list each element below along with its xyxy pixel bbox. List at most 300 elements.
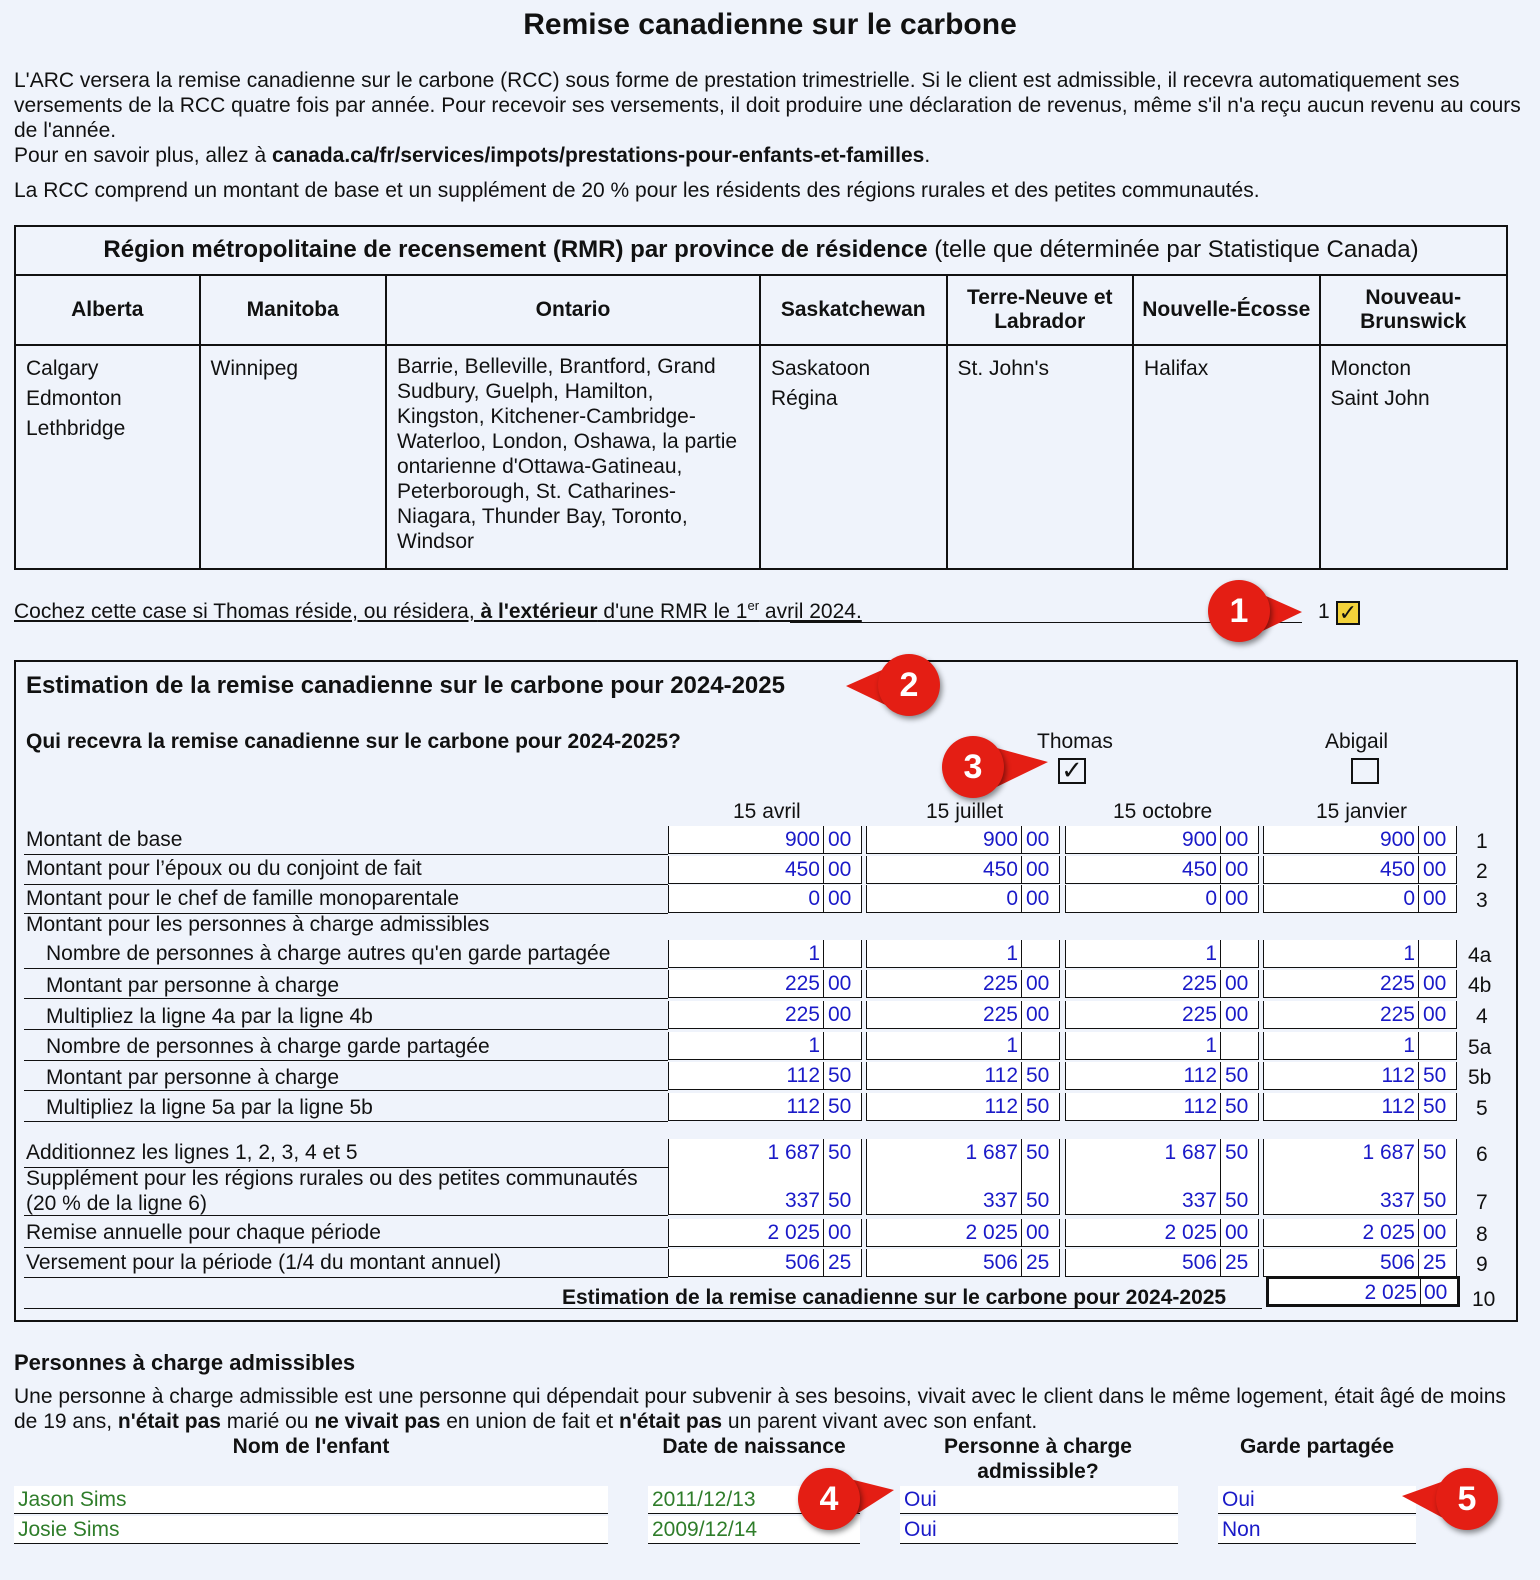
amount-cell[interactable] xyxy=(866,1093,1060,1121)
rmr-column xyxy=(1134,276,1321,570)
amount-separator xyxy=(823,1032,824,1059)
amount-separator xyxy=(1021,826,1022,853)
amount-dollars: 1 xyxy=(808,942,820,965)
amount-cell[interactable] xyxy=(668,1139,862,1167)
amount-cents: 50 xyxy=(1423,1141,1447,1164)
amount-separator xyxy=(1220,856,1221,883)
amount-cell[interactable] xyxy=(1263,1001,1457,1029)
line-number: 8 xyxy=(1476,1223,1488,1246)
amount-separator xyxy=(1220,885,1221,912)
amount-cell[interactable] xyxy=(866,1001,1060,1029)
rmr-column xyxy=(1321,276,1507,570)
amount-cell[interactable] xyxy=(1263,1139,1457,1167)
amount-separator xyxy=(823,1219,824,1246)
line-number: 1 xyxy=(1476,830,1488,853)
amount-cents: 25 xyxy=(1423,1251,1447,1274)
row-label: Montant pour les personnes à charge admissibles xyxy=(26,913,490,936)
total-cents: 00 xyxy=(1424,1281,1448,1304)
amount-cents: 00 xyxy=(828,1221,852,1244)
line-number: 4a xyxy=(1468,944,1492,967)
line-number: 3 xyxy=(1476,889,1488,912)
child-name-field[interactable]: Josie Sims xyxy=(14,1516,608,1544)
amount-dollars: 1 xyxy=(1006,942,1018,965)
amount-separator xyxy=(1220,970,1221,997)
amount-cents: 50 xyxy=(1225,1095,1249,1118)
amount-dollars: 900 xyxy=(1379,828,1415,851)
recipient-checkbox-thomas[interactable]: ✓ xyxy=(1058,758,1086,784)
amount-dollars: 112 xyxy=(984,1064,1018,1087)
rmr-city-list xyxy=(948,346,1133,384)
amount-dollars: 506 xyxy=(982,1251,1018,1274)
row-label: Versement pour la période (1/4 du montant annuel) xyxy=(26,1251,502,1274)
amount-cell[interactable] xyxy=(1065,856,1259,884)
rmr-city-list xyxy=(1134,346,1319,384)
child-dob-field[interactable]: 2009/12/14 xyxy=(648,1516,860,1544)
amount-separator xyxy=(1021,856,1022,883)
rmr-city: ontarienne d'Ottawa-Gatineau, xyxy=(397,455,683,478)
amount-cents: 00 xyxy=(1423,887,1447,910)
amount-dollars: 506 xyxy=(784,1251,820,1274)
row-label: Montant pour l’époux ou du conjoint de fait xyxy=(26,857,422,880)
amount-separator xyxy=(1418,826,1419,853)
rmr-city: Halifax xyxy=(1144,357,1209,380)
amount-dollars: 450 xyxy=(1181,858,1217,881)
amount-cell[interactable] xyxy=(866,940,1060,968)
info-link[interactable]: canada.ca/fr/services/impots/prestations-pour-enfants-et-familles xyxy=(271,144,925,167)
line-number: 4 xyxy=(1476,1005,1488,1028)
amount-cell[interactable] xyxy=(1263,856,1457,884)
amount-cents: 50 xyxy=(1225,1189,1249,1212)
amount-dollars: 225 xyxy=(1181,972,1217,995)
amount-cell[interactable] xyxy=(866,1165,1060,1215)
amount-cents: 50 xyxy=(1225,1064,1249,1087)
row-label: Multipliez la ligne 5a par la ligne 5b xyxy=(46,1096,373,1119)
amount-cell[interactable] xyxy=(866,1032,1060,1060)
amount-cents: 25 xyxy=(1225,1251,1249,1274)
callout-marker-4 xyxy=(798,1468,862,1532)
amount-separator xyxy=(1220,1249,1221,1276)
rmr-province-header: Nouveau-Brunswick xyxy=(1321,276,1507,346)
amount-dollars: 1 687 xyxy=(767,1141,820,1164)
row-label: Multipliez la ligne 4a par la ligne 4b xyxy=(46,1005,373,1028)
amount-cents: 00 xyxy=(1423,1221,1447,1244)
rmr-city: Moncton xyxy=(1330,357,1412,380)
line-number: 5a xyxy=(1468,1036,1492,1059)
rmr-city-list xyxy=(16,346,199,444)
rmr-city: Windsor xyxy=(397,530,475,553)
amount-separator xyxy=(1418,1139,1419,1166)
rmr-column xyxy=(201,276,388,570)
amount-cell[interactable] xyxy=(866,970,1060,998)
amount-cell[interactable] xyxy=(1065,1062,1259,1090)
amount-cell[interactable] xyxy=(1065,1249,1259,1277)
amount-cell[interactable] xyxy=(866,1219,1060,1247)
amount-cell[interactable] xyxy=(668,885,862,913)
amount-separator xyxy=(1021,1249,1022,1276)
amount-dollars: 0 xyxy=(808,887,820,910)
rmr-city: Calgary xyxy=(26,357,99,380)
amount-cents: 50 xyxy=(1026,1189,1050,1212)
line-number: 2 xyxy=(1476,860,1488,883)
amount-dollars: 225 xyxy=(982,972,1018,995)
recipient-checkbox-abigail[interactable] xyxy=(1351,758,1379,784)
amount-separator xyxy=(823,1165,824,1214)
rmr-city: Régina xyxy=(771,387,838,410)
amount-separator xyxy=(1021,1139,1022,1166)
rmr-city: Lethbridge xyxy=(26,417,126,440)
amount-separator xyxy=(1021,1219,1022,1246)
amount-cell[interactable] xyxy=(1263,1062,1457,1090)
amount-dollars: 112 xyxy=(786,1095,820,1118)
rmr-city-list xyxy=(201,346,386,384)
amount-dollars: 900 xyxy=(784,828,820,851)
amount-separator xyxy=(1220,1219,1221,1246)
line-number: 9 xyxy=(1476,1253,1488,1276)
amount-cents: 00 xyxy=(1423,858,1447,881)
amount-cents: 00 xyxy=(1026,1003,1050,1026)
rural-text-bold: à l'extérieur xyxy=(480,600,598,623)
child-eligible-field[interactable]: Oui xyxy=(900,1516,1178,1544)
amount-cents: 50 xyxy=(1026,1095,1050,1118)
amount-separator xyxy=(1418,1032,1419,1059)
desc-part-5: en union de fait et xyxy=(440,1410,620,1433)
amount-separator xyxy=(823,885,824,912)
amount-dollars: 2 025 xyxy=(965,1221,1018,1244)
amount-dollars: 225 xyxy=(1379,972,1415,995)
amount-cell[interactable] xyxy=(1065,1139,1259,1167)
rural-text-a: Cochez cette case si Thomas réside, ou résidera, xyxy=(14,600,481,623)
rmr-city: Saskatoon xyxy=(771,357,871,380)
header-shared: Garde partagée xyxy=(1239,1435,1395,1458)
amount-separator xyxy=(1021,1093,1022,1120)
desc-part-2: n'était pas xyxy=(117,1410,221,1433)
row-label: Montant par personne à charge xyxy=(46,974,340,997)
recipient-question: Qui recevra la remise canadienne sur le carbone pour 2024-2025? xyxy=(26,730,681,753)
amount-dollars: 225 xyxy=(982,1003,1018,1026)
rural-text-c: avril 2024. xyxy=(759,600,862,623)
amount-separator xyxy=(1418,1093,1419,1120)
desc-part-3: marié ou xyxy=(220,1410,315,1433)
dependants-description xyxy=(14,1384,1524,1434)
amount-dollars: 1 xyxy=(808,1034,820,1057)
amount-dollars: 900 xyxy=(982,828,1018,851)
amount-separator xyxy=(1220,940,1221,967)
amount-dollars: 1 687 xyxy=(1164,1141,1217,1164)
rural-line-number: 1 xyxy=(1318,600,1330,623)
amount-cell[interactable] xyxy=(668,1249,862,1277)
amount-cents: 50 xyxy=(828,1064,852,1087)
row-label: Nombre de personnes à charge garde partagée xyxy=(46,1035,490,1058)
total-field[interactable] xyxy=(1266,1276,1460,1307)
amount-cents: 50 xyxy=(1225,1141,1249,1164)
amount-cents: 00 xyxy=(1225,1003,1249,1026)
row-rule xyxy=(24,1215,668,1216)
row-rule xyxy=(24,968,668,969)
amount-cents: 00 xyxy=(1423,972,1447,995)
amount-cell[interactable] xyxy=(1263,1093,1457,1121)
page-title: Remise canadienne sur le carbone xyxy=(523,8,1017,41)
rural-sup: er xyxy=(747,598,760,613)
row-label-continued: (20 % de la ligne 6) xyxy=(26,1192,207,1215)
amount-cents: 25 xyxy=(828,1251,852,1274)
amount-separator xyxy=(1220,1093,1221,1120)
rmr-city: St. John's xyxy=(957,357,1050,380)
amount-cell[interactable] xyxy=(1263,1249,1457,1277)
rmr-province-header: Ontario xyxy=(387,276,759,346)
rmr-city: Saint John xyxy=(1330,387,1430,410)
amount-cents: 50 xyxy=(828,1095,852,1118)
callout-number-3: 3 xyxy=(942,736,1004,798)
amount-cell[interactable] xyxy=(866,1139,1060,1167)
amount-separator xyxy=(823,1249,824,1276)
amount-cents: 00 xyxy=(1225,858,1249,881)
rmr-province-header: Saskatchewan xyxy=(761,276,946,346)
line-number: 6 xyxy=(1476,1143,1488,1166)
amount-cents: 50 xyxy=(1026,1141,1050,1164)
rmr-city: Waterloo, London, Oshawa, la partie xyxy=(397,430,738,453)
amount-dollars: 337 xyxy=(982,1189,1018,1212)
amount-dollars: 2 025 xyxy=(1362,1221,1415,1244)
amount-cell[interactable] xyxy=(1065,1032,1259,1060)
amount-separator xyxy=(1418,970,1419,997)
amount-dollars: 225 xyxy=(1181,1003,1217,1026)
row-rule xyxy=(24,1060,668,1061)
dependants-title: Personnes à charge admissibles xyxy=(14,1350,356,1375)
intro-paragraph: L'ARC versera la remise canadienne sur le carbone (RCC) sous forme de prestation trimestrielle. Si le client est admissible, il recevra automatiquement ses versements de la RCC quatre fois par année. Pour recevoir ses versements, il doit produire une déclaration de revenus, même s'il n'a reçu aucun revenu au cours de l'année. xyxy=(14,69,1521,142)
line-number: 5 xyxy=(1476,1097,1488,1120)
period-header-4: 15 janvier xyxy=(1316,800,1408,823)
amount-cell[interactable] xyxy=(668,1001,862,1029)
amount-cell[interactable] xyxy=(1065,1001,1259,1029)
line-number: 5b xyxy=(1468,1066,1492,1089)
amount-separator xyxy=(1220,1032,1221,1059)
row-label: Additionnez les lignes 1, 2, 3, 4 et 5 xyxy=(26,1141,358,1164)
callout-marker-5 xyxy=(1436,1468,1500,1532)
rmr-city-list xyxy=(387,346,759,554)
amount-cell[interactable] xyxy=(866,885,1060,913)
amount-dollars: 450 xyxy=(982,858,1018,881)
amount-cents: 00 xyxy=(828,887,852,910)
amount-cell[interactable] xyxy=(1065,970,1259,998)
amount-cell[interactable] xyxy=(866,1249,1060,1277)
line-number: 4b xyxy=(1468,974,1492,997)
amount-dollars: 337 xyxy=(784,1189,820,1212)
amount-cell[interactable] xyxy=(1263,1032,1457,1060)
rmr-table-heading xyxy=(16,227,1506,276)
amount-cell[interactable] xyxy=(1065,940,1259,968)
amount-cents: 50 xyxy=(1423,1095,1447,1118)
amount-separator xyxy=(1418,940,1419,967)
child-shared-field[interactable]: Non xyxy=(1218,1516,1416,1544)
amount-separator xyxy=(1021,970,1022,997)
rmr-column xyxy=(387,276,761,570)
amount-cell[interactable] xyxy=(668,940,862,968)
amount-dollars: 225 xyxy=(784,1003,820,1026)
rural-checkbox[interactable]: ✓ xyxy=(1336,601,1360,625)
rmr-city: Winnipeg xyxy=(210,357,299,380)
amount-separator xyxy=(1021,1165,1022,1214)
amount-dollars: 0 xyxy=(1205,887,1217,910)
amount-cents: 00 xyxy=(1026,887,1050,910)
rmr-column xyxy=(761,276,948,570)
amount-separator xyxy=(823,1139,824,1166)
amount-separator xyxy=(823,1093,824,1120)
amount-dollars: 0 xyxy=(1006,887,1018,910)
amount-cell[interactable] xyxy=(1263,940,1457,968)
desc-part-1: Une personne à charge admissible est une personne qui dépendait pour subvenir à ses besoins, vivait avec le client dans le même logement, était âgé de moins de 19 ans, xyxy=(14,1385,1506,1433)
amount-dollars: 2 025 xyxy=(1164,1221,1217,1244)
amount-cell[interactable] xyxy=(668,1093,862,1121)
rmr-province-header: Manitoba xyxy=(201,276,386,346)
callout-marker-2 xyxy=(878,654,942,718)
amount-cell[interactable] xyxy=(866,826,1060,854)
callout-marker-3 xyxy=(942,736,1006,800)
amount-cell[interactable] xyxy=(1065,1219,1259,1247)
amount-dollars: 1 xyxy=(1205,1034,1217,1057)
amount-separator xyxy=(1220,1165,1221,1214)
amount-separator xyxy=(823,1001,824,1028)
amount-separator xyxy=(823,1062,824,1089)
amount-dollars: 1 xyxy=(1006,1034,1018,1057)
amount-cell[interactable] xyxy=(866,856,1060,884)
amount-dollars: 225 xyxy=(784,972,820,995)
learn-more-prefix: Pour en savoir plus, allez à xyxy=(14,144,272,167)
amount-cell[interactable] xyxy=(1263,885,1457,913)
desc-part-6: n'était pas xyxy=(619,1410,723,1433)
callout-number-5: 5 xyxy=(1436,1468,1498,1530)
amount-cell[interactable] xyxy=(668,1219,862,1247)
amount-cents: 00 xyxy=(1225,972,1249,995)
amount-separator xyxy=(1418,856,1419,883)
row-label: Montant de base xyxy=(26,828,183,851)
supplement-note: La RCC comprend un montant de base et un supplément de 20 % pour les résidents des régions rurales et des petites communautés. xyxy=(14,179,1260,202)
amount-separator xyxy=(1021,1032,1022,1059)
amount-separator xyxy=(1220,1001,1221,1028)
rmr-heading-normal: (telle que déterminée par Statistique Canada) xyxy=(927,236,1419,263)
amount-separator xyxy=(1418,1219,1419,1246)
rmr-province-header: Alberta xyxy=(16,276,199,346)
period-header-1: 15 avril xyxy=(733,800,801,823)
child-shared-field[interactable]: Oui xyxy=(1218,1486,1416,1514)
amount-cents: 00 xyxy=(1026,858,1050,881)
row-rule xyxy=(24,998,668,999)
callout-number-2: 2 xyxy=(878,654,940,716)
line-number-10: 10 xyxy=(1472,1288,1496,1311)
callout-number-4: 4 xyxy=(798,1468,860,1530)
amount-separator xyxy=(1021,1062,1022,1089)
amount-cents: 00 xyxy=(1225,1221,1249,1244)
amount-separator xyxy=(1418,885,1419,912)
amount-cents: 00 xyxy=(1423,1003,1447,1026)
amount-cents: 00 xyxy=(1423,828,1447,851)
total-dollars: 2 025 xyxy=(1364,1281,1417,1304)
amount-dollars: 112 xyxy=(1381,1095,1415,1118)
amount-dollars: 1 687 xyxy=(1362,1141,1415,1164)
amount-cell[interactable] xyxy=(668,1032,862,1060)
child-name-field[interactable]: Jason Sims xyxy=(14,1486,608,1514)
total-label: Estimation de la remise canadienne sur le carbone pour 2024-2025 xyxy=(562,1286,1227,1309)
amount-cents: 00 xyxy=(1225,828,1249,851)
learn-more-line xyxy=(14,143,1524,168)
estimation-heading: Estimation de la remise canadienne sur le carbone pour 2024-2025 xyxy=(26,672,785,699)
amount-separator xyxy=(823,970,824,997)
amount-cents: 50 xyxy=(1026,1064,1050,1087)
period-header-2: 15 juillet xyxy=(926,800,1004,823)
header-child-name: Nom de l'enfant xyxy=(232,1435,390,1458)
amount-cents: 00 xyxy=(828,1003,852,1026)
amount-cell[interactable] xyxy=(668,826,862,854)
amount-cell[interactable] xyxy=(668,970,862,998)
amount-separator xyxy=(1418,1249,1419,1276)
amount-cell[interactable] xyxy=(1263,826,1457,854)
amount-separator xyxy=(1220,826,1221,853)
row-rule xyxy=(24,1277,668,1278)
amount-dollars: 1 xyxy=(1205,942,1217,965)
amount-cell[interactable] xyxy=(1263,1219,1457,1247)
amount-dollars: 112 xyxy=(984,1095,1018,1118)
amount-cell[interactable] xyxy=(1065,826,1259,854)
amount-cell[interactable] xyxy=(668,1165,862,1215)
row-label: Montant pour le chef de famille monoparentale xyxy=(26,887,460,910)
amount-dollars: 112 xyxy=(1381,1064,1415,1087)
amount-separator xyxy=(1220,1062,1221,1089)
amount-cents: 00 xyxy=(828,828,852,851)
amount-cell[interactable] xyxy=(668,1062,862,1090)
amount-dollars: 112 xyxy=(1183,1064,1217,1087)
amount-cents: 00 xyxy=(828,972,852,995)
amount-dollars: 1 xyxy=(1403,942,1415,965)
amount-cell[interactable] xyxy=(1065,1165,1259,1215)
amount-separator xyxy=(823,856,824,883)
rmr-city: Niagara, Thunder Bay, Toronto, xyxy=(397,505,688,528)
amount-dollars: 506 xyxy=(1379,1251,1415,1274)
amount-cell[interactable] xyxy=(1263,970,1457,998)
amount-separator xyxy=(1418,1165,1419,1214)
rmr-heading-bold: Région métropolitaine de recensement (RMR) par province de résidence xyxy=(103,236,928,263)
amount-cell[interactable] xyxy=(1065,1093,1259,1121)
amount-dollars: 1 687 xyxy=(965,1141,1018,1164)
child-eligible-field[interactable]: Oui xyxy=(900,1486,1178,1514)
header-eligible: Personne à charge admissible? xyxy=(944,1435,1132,1483)
row-rule xyxy=(24,884,668,885)
row-rule xyxy=(24,1090,668,1091)
amount-cell[interactable] xyxy=(1065,885,1259,913)
rmr-city: Edmonton xyxy=(26,387,122,410)
rmr-columns xyxy=(16,276,1506,570)
recipient-name-thomas: Thomas xyxy=(1037,730,1113,753)
amount-cents: 00 xyxy=(1026,972,1050,995)
rmr-city: Kingston, Kitchener-Cambridge- xyxy=(397,405,696,428)
row-label: Nombre de personnes à charge autres qu'en garde partagée xyxy=(46,942,611,965)
amount-cell[interactable] xyxy=(668,856,862,884)
total-sep xyxy=(1420,1279,1421,1306)
amount-cell[interactable] xyxy=(1263,1165,1457,1215)
amount-cents: 00 xyxy=(828,858,852,881)
row-rule xyxy=(24,1029,668,1030)
rmr-city: Sudbury, Guelph, Hamilton, xyxy=(397,380,654,403)
amount-cell[interactable] xyxy=(866,1062,1060,1090)
child-dob-field[interactable]: 2011/12/13 xyxy=(648,1486,860,1514)
recipient-name-abigail: Abigail xyxy=(1325,730,1389,753)
desc-part-7: un parent vivant avec son enfant. xyxy=(722,1410,1038,1433)
rural-text-b: d'une RMR le 1 xyxy=(597,600,748,623)
rmr-city: Peterborough, St. Catharines- xyxy=(397,480,676,503)
rmr-column xyxy=(948,276,1135,570)
amount-separator xyxy=(1021,1001,1022,1028)
amount-dollars: 225 xyxy=(1379,1003,1415,1026)
learn-more-suffix: . xyxy=(924,144,931,167)
amount-cents: 50 xyxy=(1423,1189,1447,1212)
